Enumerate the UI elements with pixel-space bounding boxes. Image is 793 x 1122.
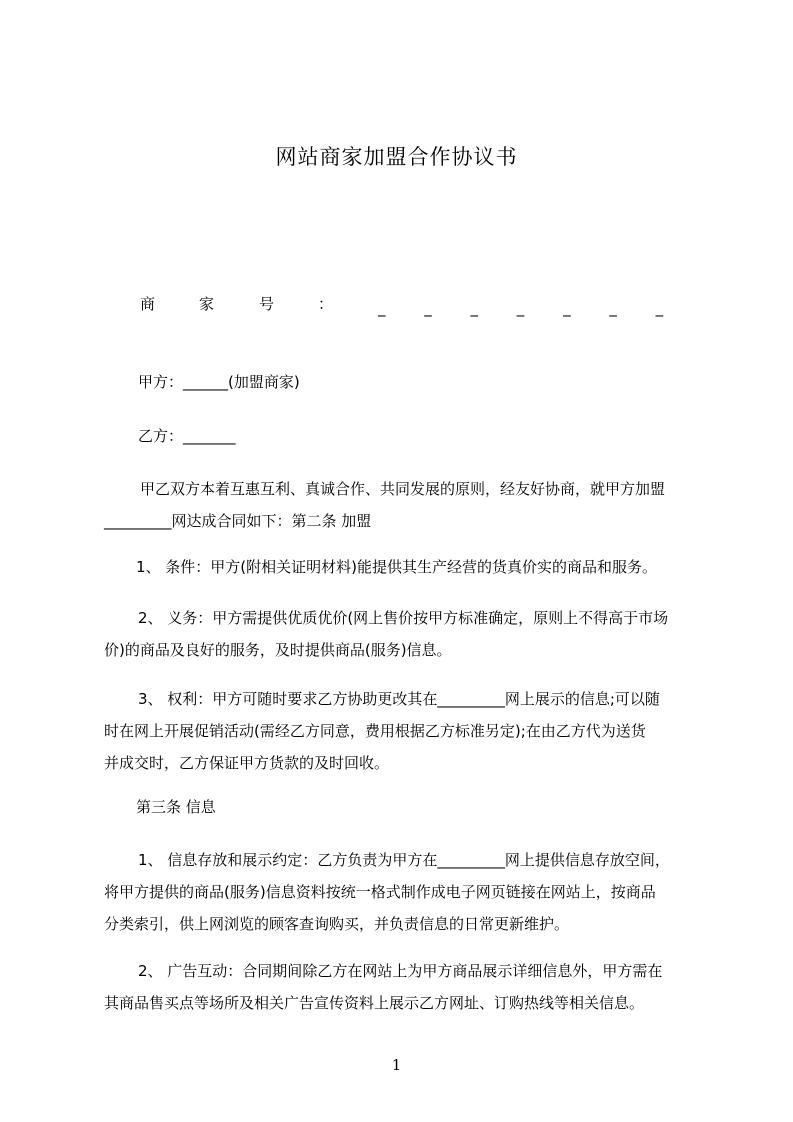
- merchant-number-label-char: ：: [318, 295, 334, 313]
- page-number: 1: [391, 1056, 402, 1074]
- clause-2-3-line: 并成交时，乙方保证甲方货款的及时回收。: [104, 754, 390, 772]
- clause-2-2: [104, 602, 704, 666]
- clause-2-1: 1、 条件：甲方(附相关证明材料)能提供其生产经营的货真价实的商品和服务。: [136, 558, 658, 576]
- clause-3-1-line: 将甲方提供的商品(服务)信息资料按统一格式制作成电子网页链接在网站上，按商品: [104, 883, 656, 901]
- clause-2-3-line: 时在网上开展促销活动(需经乙方同意，费用根据乙方标准另定);在由乙方代为送货: [104, 722, 646, 740]
- intro-line: 甲乙双方本着互惠互利、真诚合作、共同发展的原则，经友好协商，就甲方加盟: [140, 480, 666, 498]
- merchant-number-label-char: 号: [259, 295, 275, 313]
- clause-2-3: [104, 683, 704, 779]
- article-3-heading: 第三条 信息: [136, 798, 216, 816]
- clause-3-2-line: 2、 广告互动：合同期间除乙方在网站上为甲方商品展示详细信息外，甲方需在: [138, 962, 663, 980]
- intro-line: _________网达成合同如下：第二条 加盟: [104, 512, 372, 530]
- clause-2-3-line: 3、 权利：甲方可随时要求乙方协助更改其在_________网上展示的信息;可以随: [138, 690, 660, 708]
- clause-3-2-line: 其商品售买点等场所及相关广告宣传资料上展示乙方网址、订购热线等相关信息。: [104, 994, 645, 1012]
- clause-3-2: [104, 955, 704, 1019]
- merchant-number-line: [140, 290, 710, 318]
- document-title: 网站商家加盟合作协议书: [275, 145, 518, 169]
- intro-paragraph: [104, 473, 704, 537]
- clause-2-2-line: 价)的商品及良好的服务，及时提供商品(服务)信息。: [104, 641, 452, 659]
- party-b-line: 乙方：_______: [138, 427, 236, 445]
- merchant-number-label-char: 商: [140, 295, 156, 313]
- merchant-number-blank: _ _ _ _ _ _ _: [378, 299, 664, 317]
- clause-3-1-line: 1、 信息存放和展示约定：乙方负责为甲方在_________网上提供信息存放空间，: [138, 851, 670, 869]
- clause-3-1-line: 分类索引，供上网浏览的顾客查询购买，并负责信息的日常更新维护。: [104, 915, 570, 933]
- clause-3-1: [104, 844, 704, 940]
- merchant-number-label-char: 家: [199, 295, 215, 313]
- clause-2-2-line: 2、 义务：甲方需提供优质优价(网上售价按甲方标准确定，原则上不得高于市场: [138, 609, 669, 627]
- party-a-line: 甲方：______(加盟商家): [138, 373, 300, 391]
